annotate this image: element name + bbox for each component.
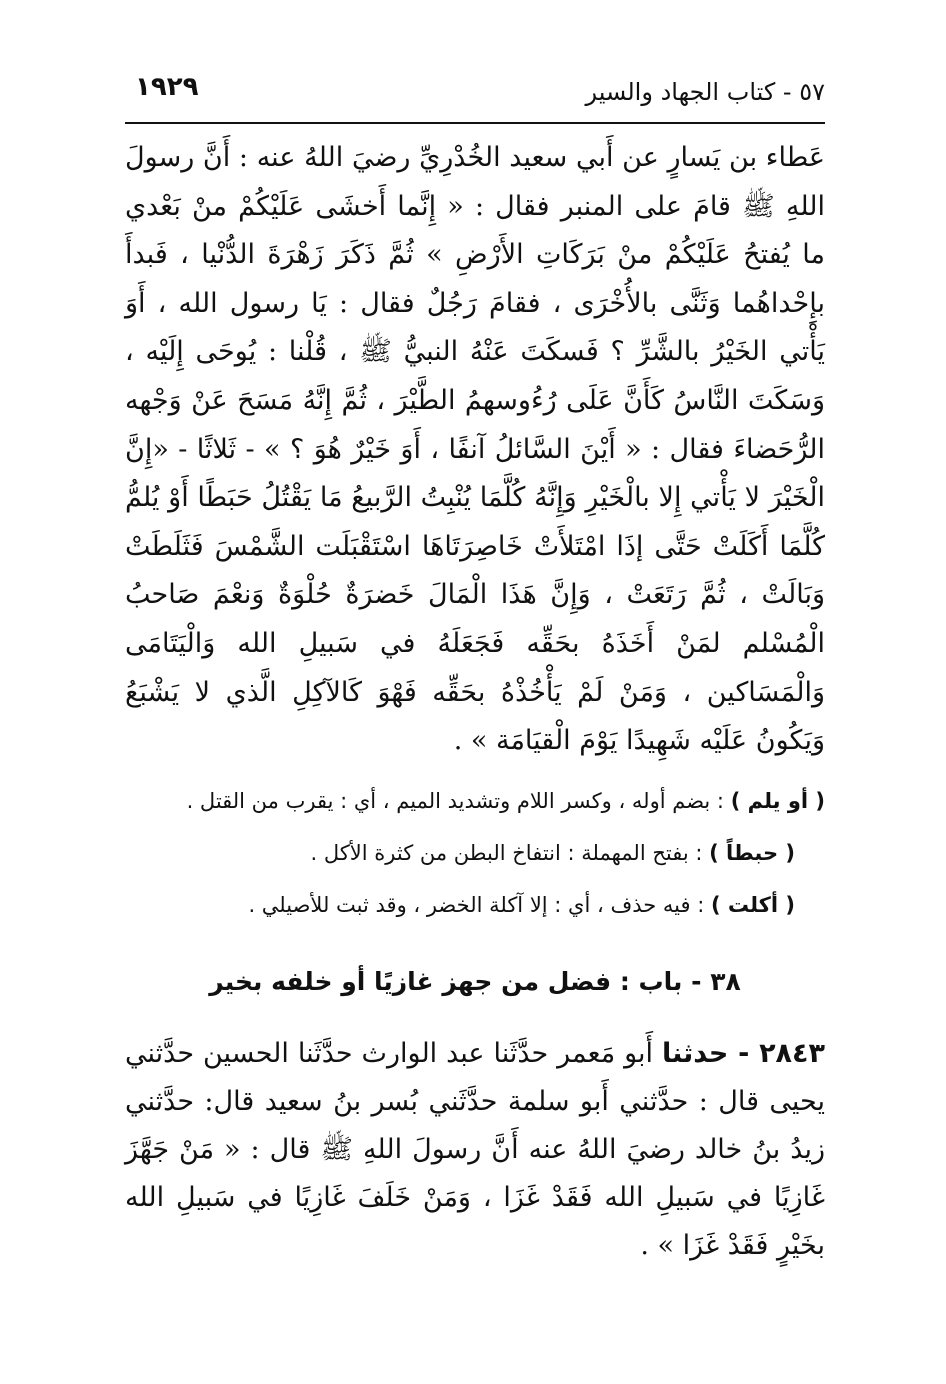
footnote <box>125 832 825 874</box>
footnote-term: ( أو يلم ) <box>730 788 825 813</box>
footnote-text: : فيه حذف ، أي : إلا آكلة الخضر ، وقد ثبت للأصيلي . <box>248 892 711 917</box>
footnotes <box>125 780 825 926</box>
section-heading: ٣٨ - باب : فضل من جهز غازيًا أو خلفه بخير <box>209 966 741 996</box>
book-page <box>125 70 825 1270</box>
hadith-body: أَبو مَعمر حدَّثَنا عبد الوارث حدَّثَنا الحسين حدَّثني يحيى قال : حدَّثني أَبو سلمة حدَّثَني بُسر بنُ سعيد قال: حدَّثني زيدُ بنُ خالد رضيَ اللهُ عنه أَنَّ رسولَ اللهِ ﷺ قال : « مَنْ جَهَّزَ غَازِيًا في سَبيلِ الله فَقَدْ غَزَا ، وَمَنْ خَلَفَ غَازِيًا في سَبيلِ الله بخَيْرٍ فَقَدْ غَزَا » . <box>125 1037 825 1261</box>
chapter-title: ٥٧ - كتاب الجهاد والسير <box>585 78 825 106</box>
page-number: ١٩٢٩ <box>135 72 199 102</box>
hadith-text: عَطاء بن يَسارٍ عن أَبي سعيد الخُدْرِيِّ رضيَ اللهُ عنه : أَنَّ رسولَ اللهِ ﷺ قامَ على المنبر فقال : « إِنَّما أَخشَى عَلَيْكُمْ منْ بَعْدي ما يُفتحُ عَلَيْكُمْ منْ بَرَكَاتِ الأَرْضِ » ثُمَّ ذَكَرَ زَهْرَةَ الدُّنْيا ، فَبدأَ بإِحْداهُما وَثَنَّى بالأُخْرَى ، فقامَ رَجُلٌ فقال : يَا رسول الله ، أَوَ يَأْتي الخَيْرُ بالشَّرِّ ؟ فَسكَتَ عَنْهُ النبيُّ ﷺ ، قُلْنا : يُوحَى إِلَيْه ، وَسَكَتَ النَّاسُ كَأَنَّ عَلَى رُءُوسهمُ الطَّيْرَ ، ثُمَّ إِنَّهُ مَسَحَ عَنْ وَجْهه الرُّحَضاءَ فقال : « أَيْنَ السَّائلُ آنفًا ، أَوَ خَيْرٌ هُوَ ؟ » - ثَلاثًا - «إِنَّ الْخَيْرَ لا يَأْتي إِلا بالْخَيْرِ وَإِنَّهُ كُلَّمَا يُنْبِتُ الرَّبيعُ مَا يَقْتُلُ حَبَطًا أَوْ يُلمُّ كُلَّمَا أَكَلَتْ حَتَّى إذَا امْتَلأَتْ خَاصِرَتَاهَا اسْتَقْبَلَت الشَّمْسَ فَثَلَطَتْ وَبَالَتْ ، ثُمَّ رَتَعَتْ ، وَإِنَّ هَذَا الْمَالَ خَضرَةٌ حُلْوَةٌ وَنعْمَ صَاحبُ الْمُسْلم لمَنْ أَخَذَهُ بحَقِّه فَجَعَلَهُ في سَبيلِ الله وَالْيَتَامَى وَالْمَسَاكين ، وَمَنْ لَمْ يَأْخُذْهُ بحَقِّه فَهْوَ كَالآكِلِ الَّذي لا يَشْبَعُ وَيَكُونُ عَلَيْه شَهِيدًا يَوْمَ الْقيَامَة » . <box>125 142 825 757</box>
footnote-text: : بفتح المهملة : انتفاخ البطن من كثرة الأكل . <box>310 840 710 865</box>
page-header <box>125 70 825 124</box>
hadith-entry <box>125 1030 825 1270</box>
hadith-number: ٢٨٤٣ - حدثنا <box>662 1037 825 1069</box>
footnote <box>125 884 825 926</box>
footnote <box>125 780 825 822</box>
footnote-text: : بضم أوله ، وكسر اللام وتشديد الميم ، أي : يقرب من القتل . <box>186 788 731 813</box>
footnote-term: ( حبطاً ) <box>709 840 795 865</box>
footnote-term: ( أكلت ) <box>710 892 795 917</box>
